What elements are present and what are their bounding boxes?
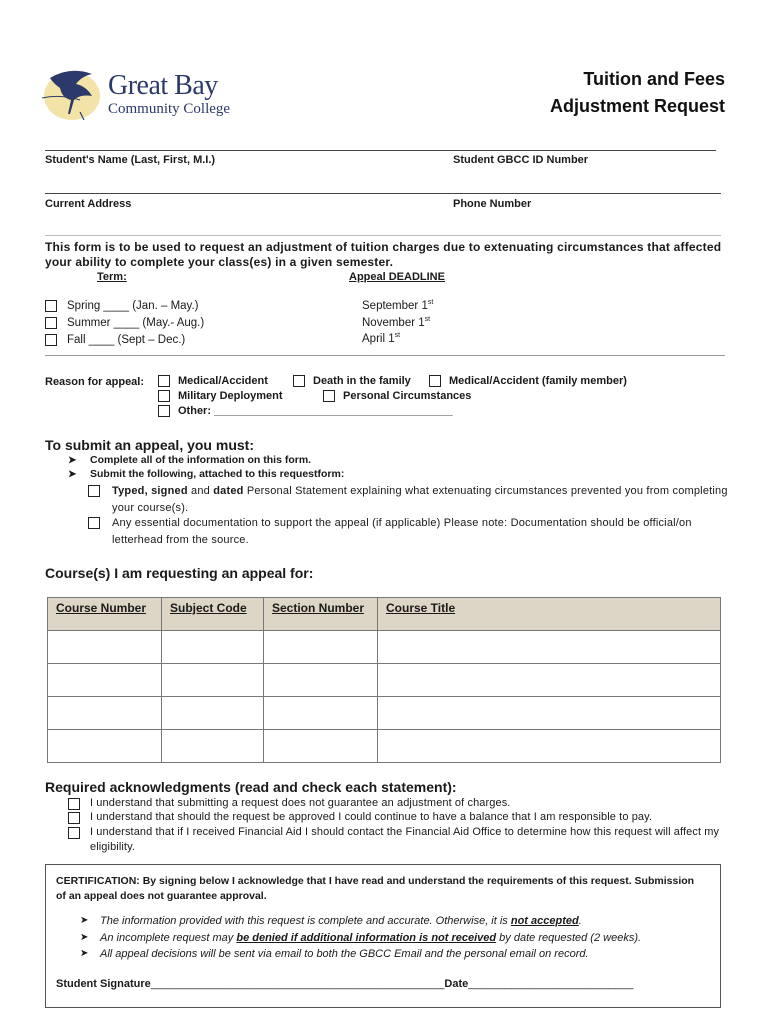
bold-text: dated — [213, 485, 244, 497]
table-cell[interactable] — [264, 730, 378, 763]
other-checkbox[interactable] — [158, 405, 170, 417]
text: An incomplete request may — [100, 932, 237, 944]
fall-checkbox[interactable] — [45, 334, 57, 346]
term-row-spring — [45, 298, 198, 314]
divider — [45, 235, 721, 236]
logo-name-line1: Great Bay — [108, 70, 218, 101]
table-cell[interactable] — [48, 730, 162, 763]
deadline-date: September 1 — [362, 299, 428, 312]
name-id-line[interactable] — [45, 150, 716, 151]
cert-bullet-text: All appeal decisions will be sent via email to both the GBCC Email and the personal email on record. — [100, 948, 589, 960]
table-row — [48, 631, 721, 664]
statement-text — [112, 483, 728, 517]
title-line1: Tuition and Fees — [583, 69, 725, 89]
table-cell[interactable] — [162, 631, 264, 664]
ack-text: I understand that should the request be approved I could continue to have a balance that I am responsible to pay. — [90, 811, 653, 823]
intro-text: This form is to be used to request an adjustment of tuition charges due to extenuating circumstances that affected your ability to complete your class(es) in a given semester. — [45, 240, 722, 269]
cert-bullet — [80, 948, 720, 960]
date-label: Date — [444, 978, 469, 990]
ack-item — [68, 825, 728, 854]
phone-label: Phone Number — [453, 198, 532, 210]
cert-bullet — [80, 915, 720, 927]
option-label[interactable]: Other: _______________________________________ — [178, 405, 453, 417]
courses-heading: Course(s) I am requesting an appeal for: — [45, 565, 314, 581]
bullet-text: Complete all of the information on this form. — [90, 454, 312, 466]
text: Personal Statement explaining what extenuating circumstances prevented you from completing your course(s). — [112, 485, 728, 514]
text: and — [187, 485, 214, 497]
text: The information provided with this request is complete and accurate. Otherwise, it is — [100, 915, 511, 927]
date-field[interactable]: ___________________________ — [468, 978, 634, 990]
student-name-label: Student's Name (Last, First, M.I.) — [45, 154, 216, 166]
document-title — [550, 66, 725, 120]
arrow-bullet-icon: ➤ — [68, 468, 77, 480]
reason-personal — [323, 390, 471, 402]
table-cell[interactable] — [48, 697, 162, 730]
deadline-summer — [362, 316, 430, 329]
medical-checkbox[interactable] — [158, 375, 170, 387]
ack-checkbox[interactable] — [68, 798, 80, 810]
reason-death — [293, 375, 411, 387]
military-checkbox[interactable] — [158, 390, 170, 402]
reason-medical — [158, 375, 268, 387]
table-cell[interactable] — [48, 631, 162, 664]
term-label: Fall ____ (Sept – Dec.) — [67, 334, 186, 346]
text: by date requested (2 weeks). — [496, 932, 642, 944]
col-header-text: Course Title — [386, 601, 456, 615]
table-row — [48, 697, 721, 730]
address-label: Current Address — [45, 198, 132, 210]
col-header-text: Subject Code — [170, 601, 247, 615]
arrow-bullet-icon: ➤ — [80, 932, 89, 943]
reason-label: Reason for appeal: — [45, 376, 145, 388]
heron-logo-icon — [40, 64, 110, 124]
bold-text: Typed, signed — [112, 485, 188, 497]
option-label: Military Deployment — [178, 390, 283, 402]
table-cell[interactable] — [162, 664, 264, 697]
divider — [45, 355, 725, 356]
table-row — [48, 730, 721, 763]
option-label: Personal Circumstances — [343, 390, 472, 402]
reason-family-medical — [429, 375, 627, 387]
deadline-date: April 1 — [362, 332, 395, 345]
ack-checkbox[interactable] — [68, 812, 80, 824]
ordinal-suffix: st — [394, 332, 401, 339]
table-cell[interactable] — [378, 664, 721, 697]
ordinal-suffix: st — [424, 316, 431, 323]
reason-military — [158, 390, 283, 402]
table-cell[interactable] — [264, 697, 378, 730]
table-cell[interactable] — [378, 697, 721, 730]
ack-checkbox[interactable] — [68, 827, 80, 839]
deadline-fall — [362, 332, 400, 345]
table-cell[interactable] — [162, 697, 264, 730]
documentation-checkbox[interactable] — [88, 517, 100, 529]
signature-label: Student Signature — [56, 978, 151, 990]
ack-text: I understand that if I received Financial Aid I should contact the Financial Aid Office to determine how this request will affect my eligibility. — [90, 826, 720, 853]
col-header-text: Section Number — [272, 601, 365, 615]
deadline-header: Appeal DEADLINE — [349, 271, 445, 283]
logo-name-line2: Community College — [108, 101, 231, 117]
col-header-text: Course Number — [56, 601, 147, 615]
courses-table — [47, 597, 721, 763]
col-header — [48, 598, 162, 631]
personal-checkbox[interactable] — [323, 390, 335, 402]
submit-bullet — [68, 454, 311, 466]
emphasis-text: be denied if additional information is not received — [236, 932, 497, 944]
deadline-date: November 1 — [362, 316, 425, 329]
emphasis-text: not accepted — [510, 915, 579, 927]
spring-checkbox[interactable] — [45, 300, 57, 312]
documentation-item — [88, 515, 728, 549]
reason-other — [158, 405, 453, 417]
term-label: Summer ____ (May.- Aug.) — [67, 317, 205, 329]
col-header — [378, 598, 721, 631]
ordinal-suffix: st — [427, 299, 434, 306]
table-cell[interactable] — [264, 631, 378, 664]
table-cell[interactable] — [48, 664, 162, 697]
family-medical-checkbox[interactable] — [429, 375, 441, 387]
submit-heading: To submit an appeal, you must: — [45, 437, 254, 453]
option-label: Death in the family — [313, 375, 411, 387]
cert-bullet-text — [100, 915, 582, 927]
term-row-fall — [45, 332, 185, 348]
cert-bullet-text — [100, 932, 641, 944]
statement-item — [88, 483, 728, 517]
term-row-summer — [45, 315, 204, 331]
table-header-row — [48, 598, 721, 631]
ack-heading: Required acknowledgments (read and check each statement): — [45, 779, 457, 795]
signature-line — [56, 978, 633, 990]
statement-checkbox[interactable] — [88, 485, 100, 497]
bullet-text: Submit the following, attached to this requestform: — [90, 468, 345, 480]
col-header — [264, 598, 378, 631]
arrow-bullet-icon: ➤ — [80, 915, 89, 926]
option-label: Medical/Accident — [178, 375, 268, 387]
signature-field[interactable]: ________________________________________________ — [150, 978, 445, 990]
summer-checkbox[interactable] — [45, 317, 57, 329]
arrow-bullet-icon: ➤ — [80, 948, 89, 959]
table-cell[interactable] — [162, 730, 264, 763]
student-id-label: Student GBCC ID Number — [453, 154, 589, 166]
table-cell[interactable] — [378, 730, 721, 763]
certification-heading: CERTIFICATION: By signing below I acknowledge that I have read and understand the requirements of this request. Submission of an appeal does not guarantee approval. — [56, 875, 695, 902]
col-header — [162, 598, 264, 631]
table-row — [48, 664, 721, 697]
text: . — [578, 915, 582, 927]
cert-bullet — [80, 932, 720, 944]
option-label: Medical/Accident (family member) — [449, 375, 627, 387]
death-checkbox[interactable] — [293, 375, 305, 387]
ack-text: I understand that submitting a request does not guarantee an adjustment of charges. — [90, 797, 511, 809]
submit-bullet — [68, 468, 344, 480]
term-label: Spring ____ (Jan. – May.) — [67, 300, 199, 312]
table-cell[interactable] — [264, 664, 378, 697]
title-line2: Adjustment Request — [549, 96, 725, 116]
ack-item — [68, 796, 728, 811]
term-header: Term: — [97, 271, 127, 283]
table-cell[interactable] — [378, 631, 721, 664]
address-phone-line[interactable] — [45, 193, 721, 194]
documentation-text: Any essential documentation to support the appeal (if applicable) Please note: Documentation should be official/on letterhead from the source. — [112, 517, 692, 546]
deadline-spring — [362, 299, 433, 312]
ack-item — [68, 810, 728, 825]
arrow-bullet-icon: ➤ — [68, 454, 77, 466]
